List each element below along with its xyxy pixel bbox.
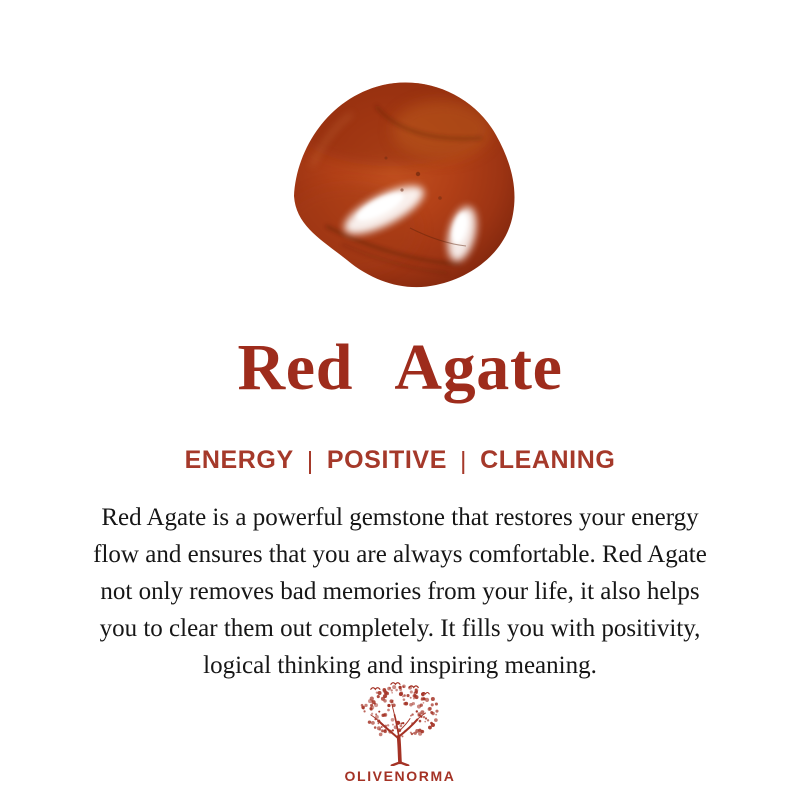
brand-logo [0, 682, 800, 784]
description-line: flow and ensures that you are always comfortable. Red Agate [93, 541, 707, 568]
product-description [20, 499, 780, 684]
keyword-tags [0, 446, 800, 475]
keyword-energy: ENERGY [184, 446, 294, 474]
description-line: you to clear them out completely. It fills you with positivity, [99, 615, 701, 642]
product-title: Red Agate [237, 331, 563, 404]
red-agate-stone-photo [290, 78, 516, 290]
tree-with-birds-icon [354, 682, 446, 766]
description-line: not only removes bad memories from your life, it also helps [100, 578, 700, 605]
description-line: Red Agate is a powerful gemstone that restores your energy [101, 504, 699, 531]
keyword-separator: | [306, 447, 314, 475]
red-agate-stone-image [290, 78, 516, 290]
brand-name: OLIVENORMA [344, 768, 456, 784]
keyword-separator: | [459, 447, 468, 475]
keyword-positive: POSITIVE [326, 446, 447, 474]
keyword-cleaning: CLEANING [480, 446, 616, 474]
description-line: logical thinking and inspiring meaning. [203, 652, 597, 679]
